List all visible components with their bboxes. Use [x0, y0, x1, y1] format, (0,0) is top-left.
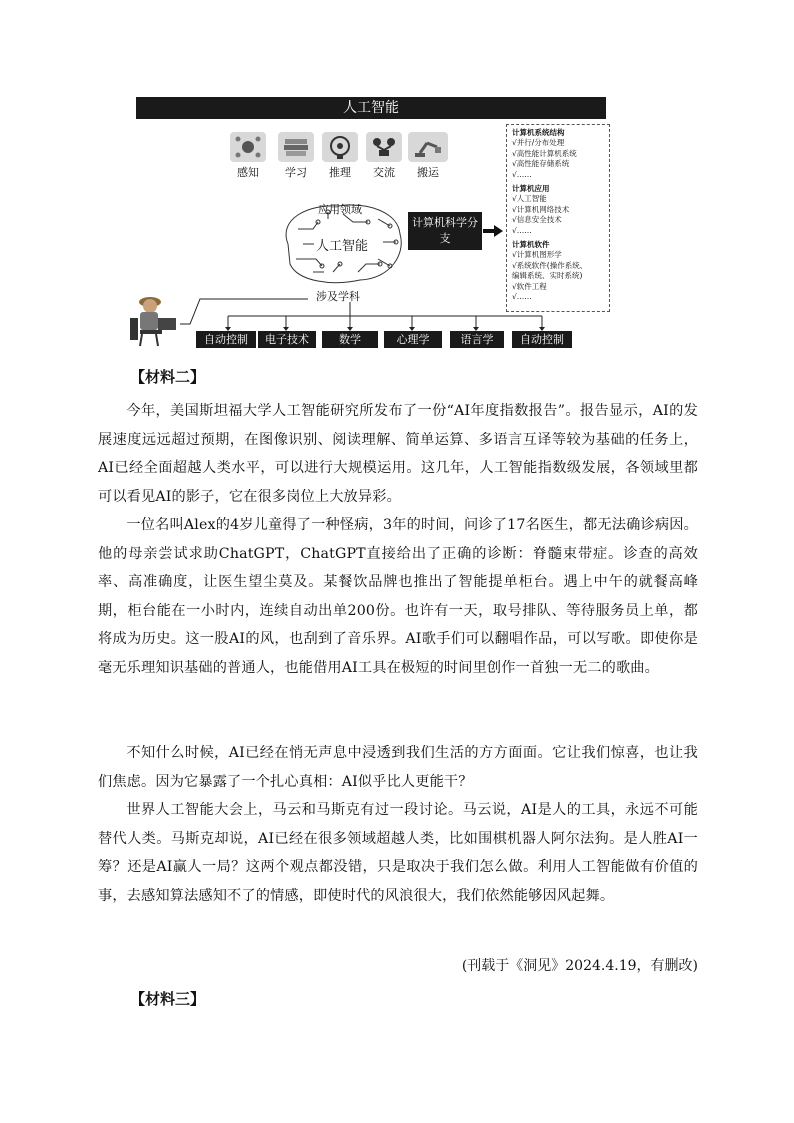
- material2-heading: 【材料二】: [130, 368, 206, 386]
- list-item: √高性能计算机系统: [512, 148, 577, 158]
- list-item: √高性能存储系统: [512, 159, 570, 169]
- paragraph: 一位名叫Alex的4岁儿童得了一种怪病，3年的时间，问诊了17名医生，都无法确诊病因。他的母亲尝试求助ChatGPT，ChatGPT直接给出了正确的诊断：脊髓束带症。诊查的高效率、高准确度，让医生望尘莫及。某餐饮品牌也推出了智能提单柜台。遇上中午的就餐高峰期，柜台能在一小时内，连续自动出单200份。也许有一天，取号排队、等待服务员上单，都将成为历史。这一股AI的风，也刮到了音乐界。AI歌手们可以翻唱作品，可以写歌。即使你是毫无乐理知识基础的普通人，也能借用AI工具在极短的时间里创作一首独一无二的歌曲。: [98, 517, 698, 676]
- cs-branch-list: [506, 124, 610, 312]
- subject-box: 数学: [322, 331, 378, 348]
- application-field-label: 应用领域: [318, 203, 362, 216]
- subject-box: 心理学: [384, 331, 442, 348]
- disciplines-label: 涉及学科: [316, 290, 360, 303]
- capability-label: 感知: [237, 166, 259, 179]
- books-icon: [278, 132, 314, 162]
- capability-label: 搬运: [417, 166, 439, 179]
- paragraph: 不知什么时候，AI已经在悄无声息中浸透到我们生活的方方面面。它让我们惊喜，也让我们焦虑。因为它暴露了一个扎心真相：AI似乎比人更能干？: [98, 745, 698, 790]
- capability-transport: [398, 132, 458, 180]
- ai-diagram: [128, 94, 688, 356]
- head-gear-icon: [322, 132, 358, 162]
- list-item: √计算机图形学: [512, 250, 562, 260]
- perception-icon: [230, 132, 266, 162]
- capability-label: 推理: [329, 166, 351, 179]
- list-item: √并行/分布处理: [512, 138, 565, 148]
- list-item: √……: [512, 292, 532, 302]
- list-item: 编辑系统、实时系统): [512, 271, 583, 281]
- material3-heading: 【材料三】: [130, 990, 206, 1008]
- paragraph: 世界人工智能大会上，马云和马斯克有过一段讨论。马云说，AI是人的工具，永远不可能替代人类。马斯克却说，AI已经在很多领域超越人类，比如围棋机器人阿尔法狗。是人胜AI一筹？还是AI赢人一局？这两个观点都没错，只是取决于我们怎么做。利用人工智能做有价值的事，去感知算法感知不了的情感，即使时代的风浪很大，我们依然能够因风起舞。: [98, 802, 698, 904]
- subject-box: 自动控制: [196, 331, 256, 348]
- subject-box: 自动控制: [512, 331, 572, 348]
- list-item: √信息安全技术: [512, 215, 562, 225]
- diagram-title: 人工智能: [136, 97, 606, 119]
- section-heading: 计算机软件: [512, 240, 550, 250]
- people-network-icon: [366, 132, 402, 162]
- list-item: √系统软件(操作系统、: [512, 260, 588, 270]
- section-heading: 计算机系统结构: [512, 128, 565, 137]
- brain-center-label: 人工智能: [314, 235, 370, 254]
- capability-label: 交流: [373, 166, 395, 179]
- source-citation: (刊载于《洞见》2024.4.19，有删改): [461, 958, 698, 974]
- cs-branch-box: 计算机科学分支: [408, 212, 482, 250]
- list-item: √软件工程: [512, 281, 547, 291]
- list-item: √人工智能: [512, 194, 547, 204]
- list-item: √计算机网络技术: [512, 204, 570, 214]
- section-heading: 计算机应用: [512, 184, 550, 194]
- subject-box: 语言学: [450, 331, 504, 348]
- subject-box: 电子技术: [258, 331, 316, 348]
- list-item: √……: [512, 169, 532, 179]
- capability-label: 学习: [285, 166, 307, 179]
- paragraph: 今年，美国斯坦福大学人工智能研究所发布了一份“AI年度指数报告”。报告显示，AI的发展速度远远超过预期，在图像识别、阅读理解、简单运算、多语言互译等较为基础的任务上，AI已经全面超越人类水平，可以进行大规模运用。这几年，人工智能指数级发展，各领域里都可以看见AI的影子，它在很多岗位上大放异彩。: [98, 403, 698, 505]
- person-at-computer-icon: [128, 288, 184, 348]
- robot-arm-icon: [408, 132, 448, 162]
- list-item: √……: [512, 225, 532, 235]
